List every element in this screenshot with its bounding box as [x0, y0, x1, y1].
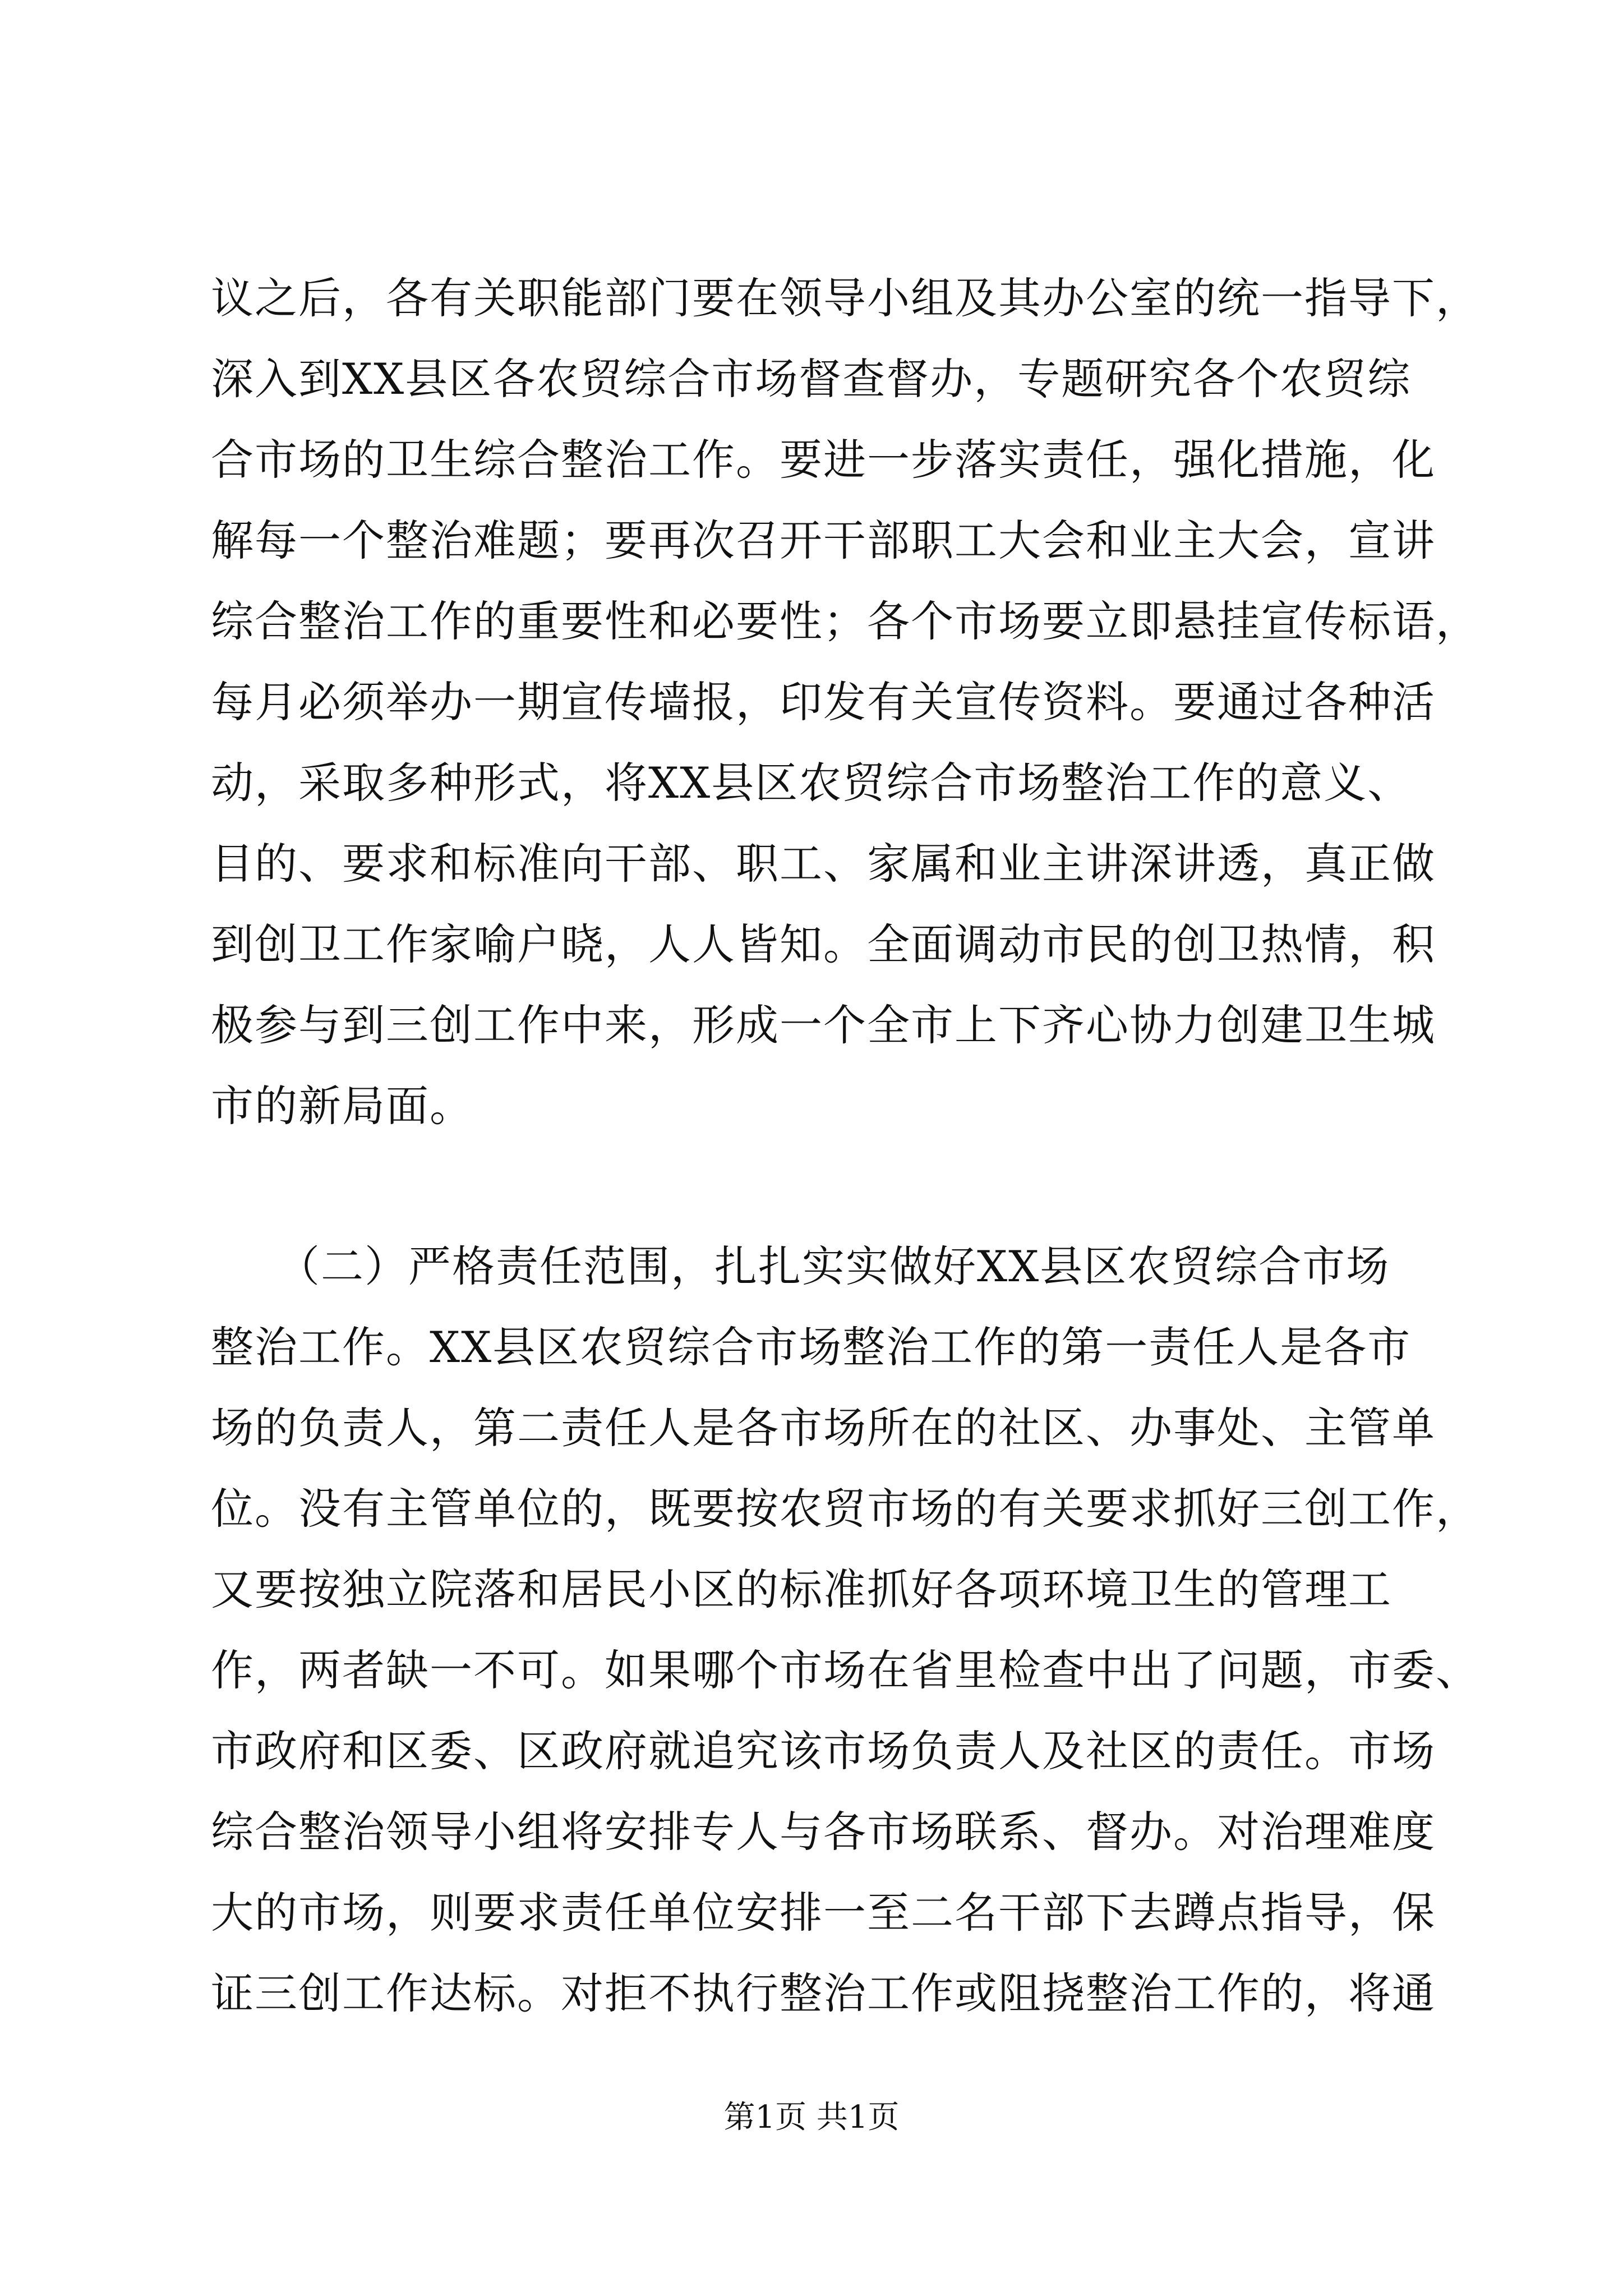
text-line: 大的市场，则要求责任单位安排一至二名干部下去蹲点指导，保 — [211, 1888, 1436, 1938]
text-line: 到创卫工作家喻户晓，人人皆知。全面调动市民的创卫热情，积 — [211, 919, 1436, 969]
text-line: 又要按独立院落和居民小区的标准抓好各项环境卫生的管理工 — [211, 1565, 1392, 1614]
text-line: 合市场的卫生综合整治工作。要进一步落实责任，强化措施，化 — [211, 435, 1436, 485]
text-line: 动，采取多种形式，将XX县区农贸综合市场整治工作的意义、 — [211, 758, 1412, 808]
text-line: 每月必须举办一期宣传墙报，印发有关宣传资料。要通过各种活 — [211, 677, 1436, 727]
text-line: 位。没有主管单位的，既要按农贸市场的有关要求抓好三创工作， — [211, 1484, 1479, 1534]
text-line: 证三创工作达标。对拒不执行整治工作或阻挠整治工作的，将通 — [211, 1968, 1436, 2018]
text-line: 目的、要求和标准向干部、职工、家属和业主讲深讲透，真正做 — [211, 839, 1436, 889]
text-line: 极参与到三创工作中来，形成一个全市上下齐心协力创建卫生城 — [211, 1000, 1436, 1050]
text-line: 作，两者缺一不可。如果哪个市场在省里检查中出了问题，市委、 — [211, 1645, 1479, 1695]
text-line: 解每一个整治难题；要再次召开干部职工大会和业主大会，宣讲 — [211, 516, 1436, 565]
text-line: 市的新局面。 — [211, 1081, 473, 1131]
paragraph-2 — [211, 1226, 1479, 2034]
text-line: 综合整治领导小组将安排专人与各市场联系、督办。对治理难度 — [211, 1807, 1436, 1857]
text-line: （二）严格责任范围，扎扎实实做好XX县区农贸综合市场 — [211, 1241, 1390, 1291]
text-line: 综合整治工作的重要性和必要性；各个市场要立即悬挂宣传标语， — [211, 596, 1479, 646]
text-line: 市政府和区委、区政府就追究该市场负责人及社区的责任。市场 — [211, 1726, 1436, 1776]
text-line: 议之后，各有关职能部门要在领导小组及其办公室的统一指导下， — [211, 273, 1479, 323]
paragraph-1 — [211, 258, 1479, 1147]
text-line: 深入到XX县区各农贸综合市场督查督办，专题研究各个农贸综 — [211, 354, 1412, 404]
page-footer: 第1页 共1页 — [723, 2099, 900, 2136]
text-line: 场的负责人，第二责任人是各市场所在的社区、办事处、主管单 — [211, 1403, 1436, 1453]
text-line: 整治工作。XX县区农贸综合市场整治工作的第一责任人是各市 — [211, 1322, 1412, 1372]
